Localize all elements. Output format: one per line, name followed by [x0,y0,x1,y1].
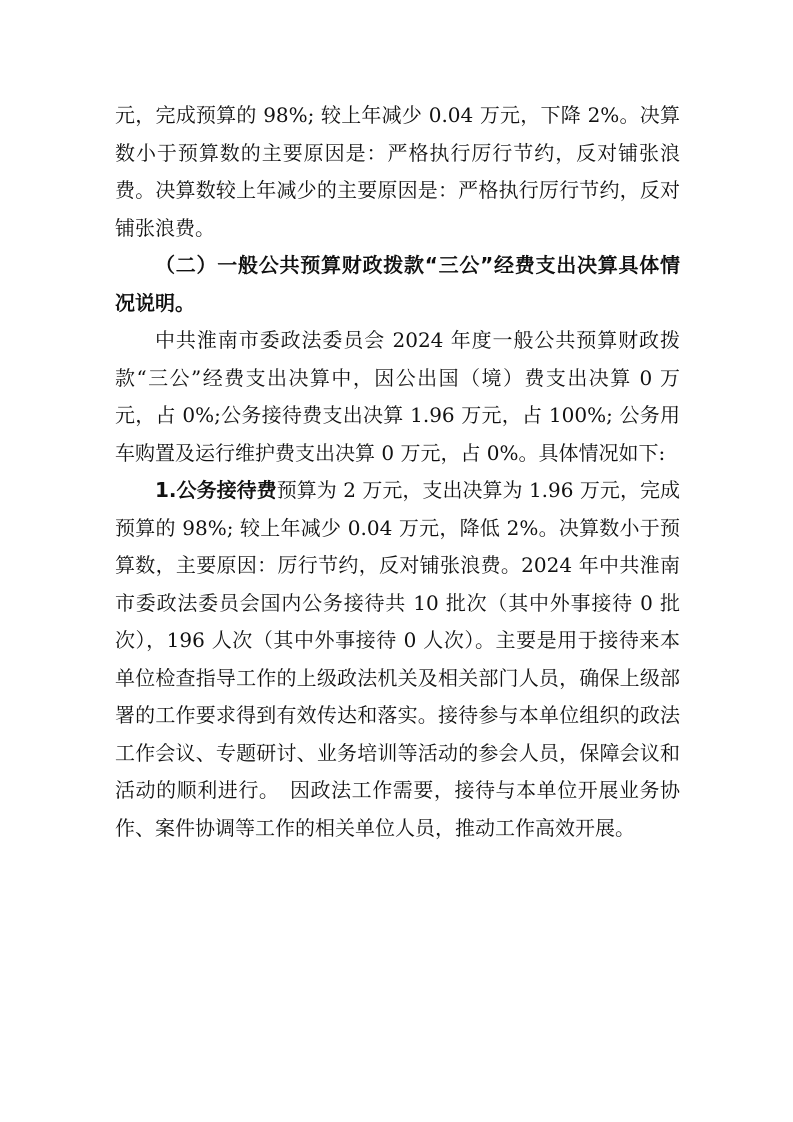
document-page [115,97,680,847]
item-lead: 1.公务接待费 [155,478,277,502]
paragraph-summary: 中共淮南市委政法委员会 2024 年度一般公共预算财政拨款“三公”经费支出决算中，因公出国（境）费支出决算 0 万元，占 0%;公务接待费支出决算 1.96 万元，占 100%; 公务用车购置及运行维护费支出决算 0 万元，占 0%。具体情况如下: [115,328,680,465]
item-body: 预算为 2 万元，支出决算为 1.96 万元，完成预算的 98%; 较上年减少 0.04 万元，降低 2%。决算数小于预算数，主要原因：厉行节约，反对铺张浪费。2024 年中共淮南市委政法委员会国内公务接待共 10 批次（其中外事接待 0 批次），196 人次（其中外事接待 0 人次）。主要是用于接待来本单位检查指导工作的上级政法机关及相关部门人员，确保上级部署的工作要求得到有效传达和落实。接待参与本单位组织的政法工作会议、专题研讨、业务培训等活动的参会人员，保障会议和活动的顺利进行。 因政法工作需要，接待与本单位开展业务协作、案件协调等工作的相关单位人员，推动工作高效开展。 [115,478,681,840]
paragraph-reception [115,472,680,847]
section-heading: （二）一般公共预算财政拨款“三公”经费支出决算具体情况说明。 [115,253,680,315]
paragraph-continued: 元，完成预算的 98%; 较上年减少 0.04 万元，下降 2%。决算数小于预算数的主要原因是：严格执行厉行节约，反对铺张浪费。决算数较上年减少的主要原因是：严格执行厉行节约，反对铺张浪费。 [115,103,680,240]
